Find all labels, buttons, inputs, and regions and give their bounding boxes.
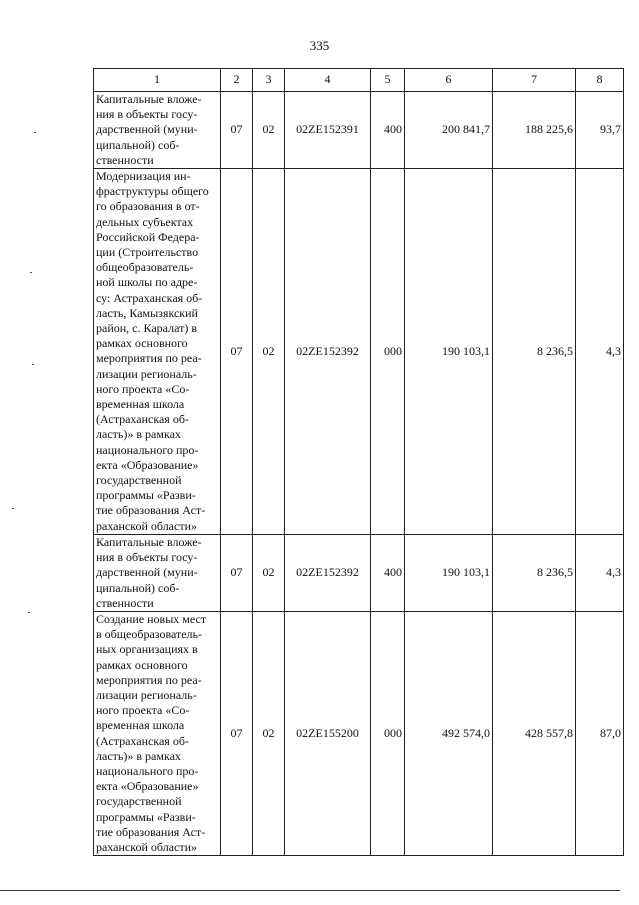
header-col-7: 7 xyxy=(493,69,576,92)
description-cell xyxy=(94,534,221,611)
header-col-3: 3 xyxy=(253,69,285,92)
description-line: Капитальные вложе- xyxy=(96,534,202,549)
executed-amount-cell: 8 236,5 xyxy=(493,534,576,611)
description-line: лизации региональ- xyxy=(96,687,197,702)
description-line: ции (Строительство xyxy=(96,245,199,260)
description-line: (Астраханская об- xyxy=(96,733,189,748)
planned-amount-cell: 190 103,1 xyxy=(405,534,493,611)
description-line: ного проекта «Со- xyxy=(96,381,190,396)
table-header-row xyxy=(94,69,624,92)
description-line: временная школа xyxy=(96,718,185,733)
header-col-8: 8 xyxy=(576,69,624,92)
description-line: су: Астраханская об- xyxy=(96,290,203,305)
description-line: в общеобразователь- xyxy=(96,627,202,642)
header-col-5: 5 xyxy=(371,69,405,92)
description-line: Капитальные вложе- xyxy=(96,92,202,106)
planned-amount-cell: 200 841,7 xyxy=(405,92,493,169)
scan-speck xyxy=(12,508,14,509)
description-line: Российской Федера- xyxy=(96,229,200,244)
description-line: программы «Разви- xyxy=(96,809,196,824)
description-line: ласть)» в рамках xyxy=(96,748,181,763)
percent-cell: 4,3 xyxy=(576,534,624,611)
page-number: 335 xyxy=(309,38,330,53)
description-line: национального про- xyxy=(96,442,199,457)
percent-cell: 87,0 xyxy=(576,611,624,855)
header-col-2: 2 xyxy=(221,69,253,92)
target-article-cell: 02ZE152391 xyxy=(285,92,371,169)
subsection-cell: 02 xyxy=(253,534,285,611)
description-line: Модернизация ин- xyxy=(96,169,191,184)
expense-type-cell: 000 xyxy=(371,169,405,535)
table-row xyxy=(94,534,624,611)
description-line: ного проекта «Со- xyxy=(96,703,190,718)
description-line: национального про- xyxy=(96,763,199,778)
description-cell xyxy=(94,611,221,855)
subsection-cell: 02 xyxy=(253,169,285,535)
header-col-1: 1 xyxy=(94,69,221,92)
description-line: дельных субъектах xyxy=(96,214,194,229)
description-cell xyxy=(94,92,221,169)
executed-amount-cell: 8 236,5 xyxy=(493,169,576,535)
description-line: раханской области» xyxy=(96,518,197,533)
table-row xyxy=(94,92,624,169)
section-cell: 07 xyxy=(221,92,253,169)
description-line: Создание новых мест xyxy=(96,611,207,626)
subsection-cell: 02 xyxy=(253,92,285,169)
header-col-4: 4 xyxy=(285,69,371,92)
description-line: фраструктуры общего xyxy=(96,184,209,199)
scan-speck xyxy=(34,132,36,133)
description-line: ласть)» в рамках xyxy=(96,427,181,442)
scan-speck xyxy=(30,272,32,273)
budget-table xyxy=(93,68,624,856)
expense-type-cell: 400 xyxy=(371,92,405,169)
planned-amount-cell: 492 574,0 xyxy=(405,611,493,855)
description-line: тие образования Аст- xyxy=(96,824,206,839)
description-line: временная школа xyxy=(96,397,185,412)
description-line: ной школы по адре- xyxy=(96,275,198,290)
section-cell: 07 xyxy=(221,611,253,855)
description-line: (Астраханская об- xyxy=(96,412,189,427)
percent-cell: 93,7 xyxy=(576,92,624,169)
section-cell: 07 xyxy=(221,534,253,611)
description-line: го образования в от- xyxy=(96,199,200,214)
description-line: ственности xyxy=(96,152,154,167)
target-article-cell: 02ZE155200 xyxy=(285,611,371,855)
description-line: программы «Разви- xyxy=(96,488,196,503)
target-article-cell: 02ZE152392 xyxy=(285,169,371,535)
description-line: район, с. Каралат) в xyxy=(96,321,198,336)
description-line: ласть, Камызякский xyxy=(96,305,198,320)
description-line: ципальной) соб- xyxy=(96,580,180,595)
scan-speck xyxy=(28,612,30,613)
description-line: ственности xyxy=(96,595,154,610)
description-line: ния в объекты госу- xyxy=(96,107,198,122)
description-line: государственной xyxy=(96,473,182,488)
description-line: рамках основного xyxy=(96,336,188,351)
table-row xyxy=(94,169,624,535)
subsection-cell: 02 xyxy=(253,611,285,855)
description-line: раханской области» xyxy=(96,839,197,854)
description-line: государственной xyxy=(96,794,182,809)
description-cell xyxy=(94,169,221,535)
description-line: екта «Образование» xyxy=(96,779,199,794)
description-line: тие образования Аст- xyxy=(96,503,206,518)
description-line: дарственной (муни- xyxy=(96,122,198,137)
header-col-6: 6 xyxy=(405,69,493,92)
description-line: лизации региональ- xyxy=(96,366,197,381)
description-line: екта «Образование» xyxy=(96,457,199,472)
scan-speck xyxy=(32,364,34,365)
page-bottom-rule xyxy=(0,890,620,891)
description-line: ния в объекты госу- xyxy=(96,550,198,565)
description-line: мероприятия по реа- xyxy=(96,672,202,687)
executed-amount-cell: 188 225,6 xyxy=(493,92,576,169)
description-line: мероприятия по реа- xyxy=(96,351,202,366)
section-cell: 07 xyxy=(221,169,253,535)
description-line: ципальной) соб- xyxy=(96,137,180,152)
target-article-cell: 02ZE152392 xyxy=(285,534,371,611)
description-line: ных организациях в xyxy=(96,642,198,657)
description-line: рамках основного xyxy=(96,657,188,672)
table-row xyxy=(94,611,624,855)
expense-type-cell: 000 xyxy=(371,611,405,855)
percent-cell: 4,3 xyxy=(576,169,624,535)
description-line: дарственной (муни- xyxy=(96,565,198,580)
description-line: общеобразователь- xyxy=(96,260,194,275)
executed-amount-cell: 428 557,8 xyxy=(493,611,576,855)
planned-amount-cell: 190 103,1 xyxy=(405,169,493,535)
expense-type-cell: 400 xyxy=(371,534,405,611)
